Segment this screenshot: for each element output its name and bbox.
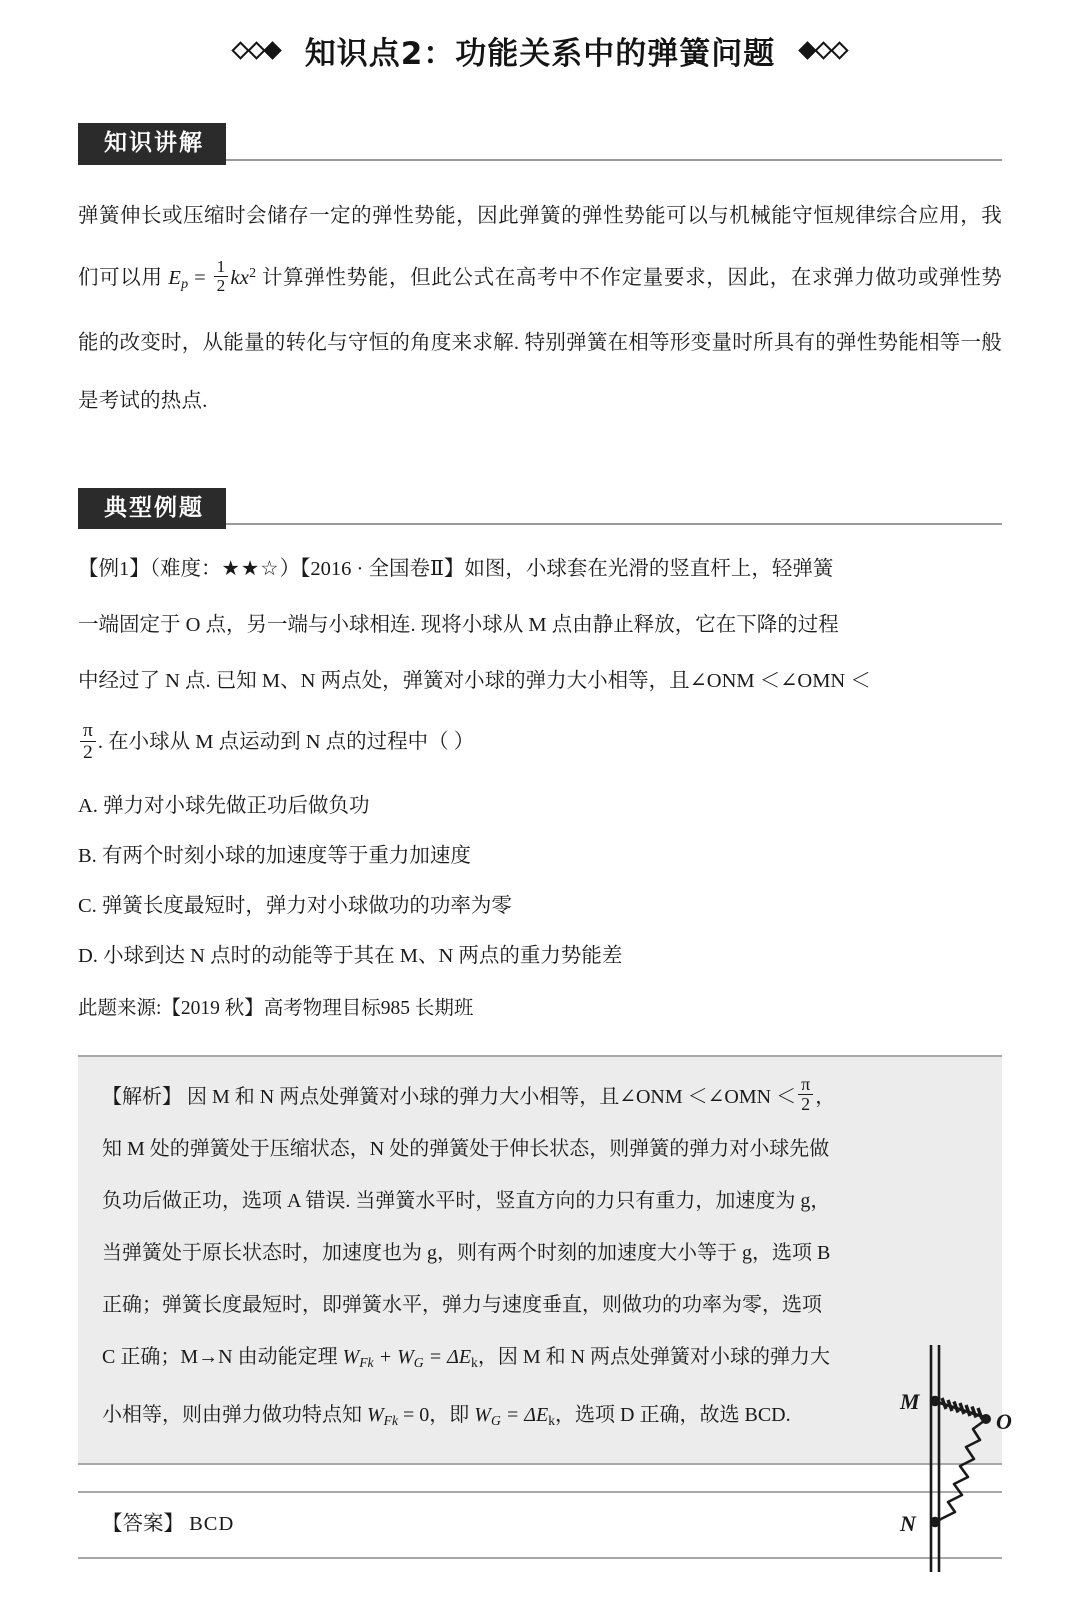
formula-W-Fk: W [342, 1346, 360, 1369]
section-badge-examples: 典型例题 [78, 488, 226, 530]
pi-numerator: π [83, 719, 93, 741]
left-diamond-ornament [234, 44, 279, 57]
analysis-tag: 【解析】 [102, 1086, 182, 1109]
question-source-line: 此题来源:【2019 秋】高考物理目标985 长期班 [78, 998, 474, 1020]
diagram-svg [874, 1341, 1024, 1576]
question-line-3: 中经过了 N 点. 已知 M、N 两点处，弹簧对小球的弹力大小相等，且∠ONM ＜∠OMN ＜ [78, 670, 871, 693]
pi-over-two-fraction [80, 720, 96, 763]
difficulty-stars: ★★☆ [221, 558, 280, 581]
analysis-line-1 [102, 1071, 978, 1123]
option-a-text: 弹力对小球先做正功后做负功 [103, 795, 370, 818]
point-N-marker [930, 1517, 940, 1527]
formula-exponent: 2 [249, 265, 257, 281]
formula-Ep-subscript: p [181, 276, 189, 292]
formula-W-G-sub: G [413, 1355, 424, 1370]
option-d-label: D. [78, 945, 98, 968]
formula-equals: = [188, 266, 212, 289]
option-d[interactable] [78, 931, 1002, 981]
analysis-line-2: 知 M 处的弹簧处于压缩状态，N 处的弹簧处于伸长状态，则弹簧的弹力对小球先做 [102, 1138, 830, 1161]
question-line-1 [78, 541, 1002, 597]
formula-delta-Ek-sub: k [471, 1355, 478, 1370]
analysis-line1-end: ， [815, 1086, 836, 1109]
section-rule [224, 159, 1002, 161]
analysis-pi-numerator: π [801, 1073, 811, 1094]
stretched-spring-ON [941, 1421, 984, 1519]
option-c-text: 弹簧长度最短时，弹力对小球做功的功率为零 [101, 895, 512, 918]
knowledge-paragraph [78, 187, 1002, 430]
formula-half-fraction [214, 258, 229, 296]
option-d-text: 小球到达 N 点时的动能等于其在 M、N 两点的重力势能差 [103, 945, 623, 968]
page-title: 知识点2：功能关系中的弹簧问题 [304, 36, 776, 72]
question-line-2: 一端固定于 O 点，另一端与小球相连. 现将小球从 M 点由静止释放，它在下降的过程 [78, 614, 839, 637]
knowledge-text-part2: 计算弹性势能，但此公式在高考中不作定量要求，因此，在求弹力做功或弹性势能的改变时，从能量的转化与守恒的角度来求解. 特别弹簧在相等形变量时所具有的弹性势能相等一般是考试的热点. [78, 266, 1002, 412]
two-denominator: 2 [80, 741, 96, 763]
option-b[interactable] [78, 831, 1002, 881]
analysis-box [78, 1055, 1002, 1465]
formula2-W-Fk: W [367, 1404, 384, 1426]
point-O-marker [981, 1414, 991, 1424]
option-c-label: C. [78, 895, 97, 918]
question-line4-rest: . 在小球从 M 点运动到 N 点的过程中（ ） [97, 731, 475, 754]
answer-tag: 【答案】 [102, 1512, 184, 1535]
analysis-line-7 [102, 1389, 978, 1447]
option-a[interactable] [78, 781, 1002, 831]
question-line1-rest: 如图，小球套在光滑的竖直杆上，轻弹簧 [464, 558, 834, 581]
analysis-line6-lead: C 正确；M→N 由动能定理 [102, 1346, 343, 1369]
analysis-two-denominator: 2 [798, 1094, 813, 1114]
analysis-line6-tail: ，因 M 和 N 两点处弹簧对小球的弹力大 [477, 1346, 831, 1369]
option-a-label: A. [78, 795, 98, 818]
physics-diagram [874, 1341, 1024, 1576]
label-N: N [900, 1511, 916, 1537]
analysis-line-3: 负功后做正功，选项 A 错误. 当弹簧水平时，竖直方向的力只有重力，加速度为 g， [102, 1190, 831, 1213]
section-header-knowledge [78, 123, 1002, 165]
analysis-line7-tail: ，选项 D 正确，故选 BCD. [555, 1404, 791, 1426]
question-source-tag: 【2016 · 全国卷Ⅱ】 [300, 558, 465, 581]
answer-box [78, 1491, 1002, 1559]
analysis-pi-fraction [798, 1075, 813, 1115]
question-tag: 【例1】 [78, 558, 150, 581]
option-b-text: 有两个时刻小球的加速度等于重力加速度 [101, 845, 471, 868]
formula2-W-Fk-value: = 0 [398, 1404, 430, 1426]
compressed-spring-MO [937, 1398, 984, 1419]
section-rule-examples [224, 523, 1002, 525]
label-M: M [900, 1389, 920, 1415]
analysis-line-6 [102, 1331, 978, 1389]
page-title-row [0, 0, 1080, 79]
difficulty-prefix: （难度： [149, 558, 222, 581]
fraction-numerator: 1 [216, 256, 226, 276]
formula2-delta-Ek: = ΔE [500, 1404, 549, 1426]
right-diamond-ornament [801, 44, 846, 57]
analysis-line7-mid: ，即 [429, 1404, 475, 1426]
formula-delta-Ek: = ΔE [423, 1346, 472, 1369]
knowledge-text-part1: 弹簧伸长或压缩时会储存一定的弹性势能，因此弹簧的弹性势能可以与机械能守恒规律综合应用，我们可以用 [78, 204, 1002, 289]
formula-W-G: + W [373, 1346, 414, 1369]
section-badge-knowledge: 知识讲解 [78, 123, 226, 165]
formula2-W-G-sub: G [490, 1412, 501, 1428]
option-c[interactable] [78, 881, 1002, 931]
formula-W-Fk-sub: Fk [359, 1355, 374, 1370]
formula-kx: kx [230, 266, 250, 289]
difficulty-suffix: ） [279, 558, 301, 581]
formula2-delta-Ek-sub: k [548, 1412, 556, 1428]
point-M-marker [930, 1396, 940, 1406]
formula2-W-Fk-sub: Fk [383, 1412, 399, 1428]
analysis-line-5: 正确；弹簧长度最短时，即弹簧水平，弹力与速度垂直，则做功的功率为零，选项 [102, 1294, 822, 1317]
analysis-line-4: 当弹簧处于原长状态时，加速度也为 g，则有两个时刻的加速度大小等于 g，选项 B [102, 1242, 831, 1265]
fraction-denominator: 2 [214, 276, 229, 296]
answer-value: BCD [189, 1512, 235, 1535]
option-b-label: B. [78, 845, 97, 868]
analysis-line1-text: 因 M 和 N 两点处弹簧对小球的弹力大小相等，且∠ONM ＜∠OMN ＜ [187, 1086, 797, 1109]
formula2-W-G: W [474, 1404, 491, 1426]
section-header-examples [78, 488, 1002, 530]
label-O: O [996, 1409, 1012, 1435]
analysis-line7-lead: 小相等，则由弹力做功特点知 [102, 1404, 367, 1426]
answer-line [102, 1507, 978, 1541]
formula-Ep-symbol: E [168, 266, 182, 289]
question-line-4 [78, 717, 1002, 767]
